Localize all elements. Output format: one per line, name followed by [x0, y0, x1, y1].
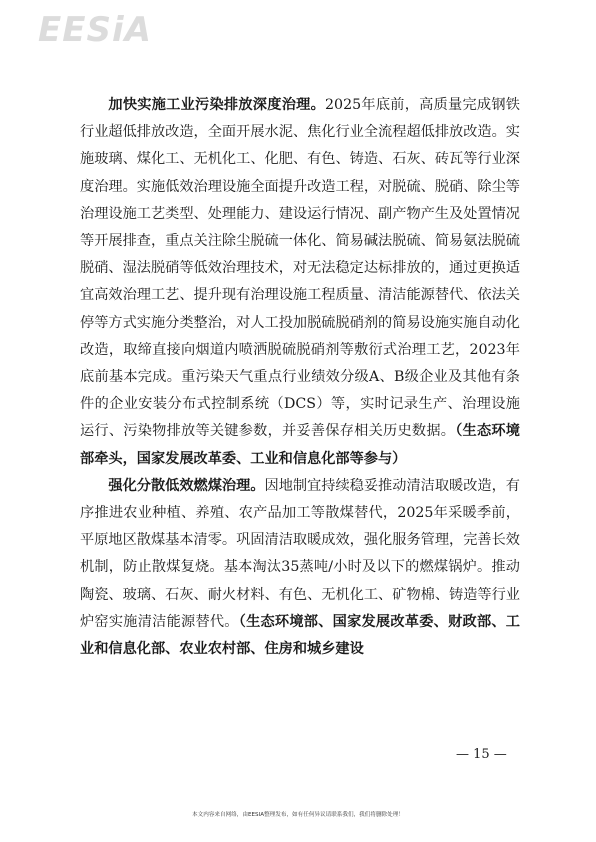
paragraph-text: 2025年底前，高质量完成钢铁行业超低排放改造，全面开展水泥、焦化行业全流程超低排放改造。实施玻璃、煤化工、无机化工、化肥、有色、铸造、石灰、砖瓦等行业深度治理。实施低效治理设施全面提升改造工程，对脱硫、脱硝、除尘等治理设施工艺类型、处理能力、建设运行情况、副产物产生及处置情况等开展排查，重点关注除尘脱硫一体化、简易碱法脱硫、简易氨法脱硫脱硝、湿法脱硝等低效治理技术，对无法稳定达标排放的，通过更换适宜高效治理工艺、提升现有治理设施工程质量、清洁能源替代、依法关停等方式实施分类整治，对人工投加脱硫脱硝剂的简易设施实施自动化改造，取缔直接向烟道内喷洒脱硫脱硝剂等敷衍式治理工艺，2023年底前基本完成。重污染天气重点行业绩效分级A、B级企业及其他有条件的企业安装分布式控制系统（DCS）等，实时记录生产、治理设施运行、污染物排放等关键参数，并妥善保存相关历史数据。: [80, 97, 520, 440]
paragraph-coal-governance: [80, 473, 520, 663]
paragraph-heading: 加快实施工业污染排放深度治理。: [108, 97, 326, 113]
responsible-departments: （生态环境部、国家发展改革委、财政部、工业和信息化部、农业农村部、住房和城乡建设: [80, 613, 520, 658]
paragraph-heading: 强化分散低效燃煤治理。: [108, 477, 265, 494]
paragraph-text: 因地制宜持续稳妥推动清洁取暖改造，有序推进农业种植、养殖、农产品加工等散煤替代，2025年采暖季前，平原地区散煤基本清零。巩固清洁取暖成效，强化服务管理，完善长效机制，防止散煤复烧。基本淘汰35蒸吨/小时及以下的燃煤锅炉。推动陶瓷、玻璃、石灰、耐火材料、有色、无机化工、矿物棉、铸造等行业炉窑实施清洁能源替代。: [80, 477, 520, 630]
document-body: [80, 92, 520, 663]
paragraph-industrial-pollution: [80, 92, 520, 473]
responsible-departments: （生态环境部牵头，国家发展改革委、工业和信息化部等参与）: [80, 423, 520, 467]
page-number: — 15 —: [456, 747, 507, 762]
eesia-logo: EESiA: [38, 10, 152, 50]
footer-disclaimer: 本文内容来自网络，由EESIA整理发布，如有任何异议请联系我们，我们将删除处理！: [192, 812, 404, 818]
